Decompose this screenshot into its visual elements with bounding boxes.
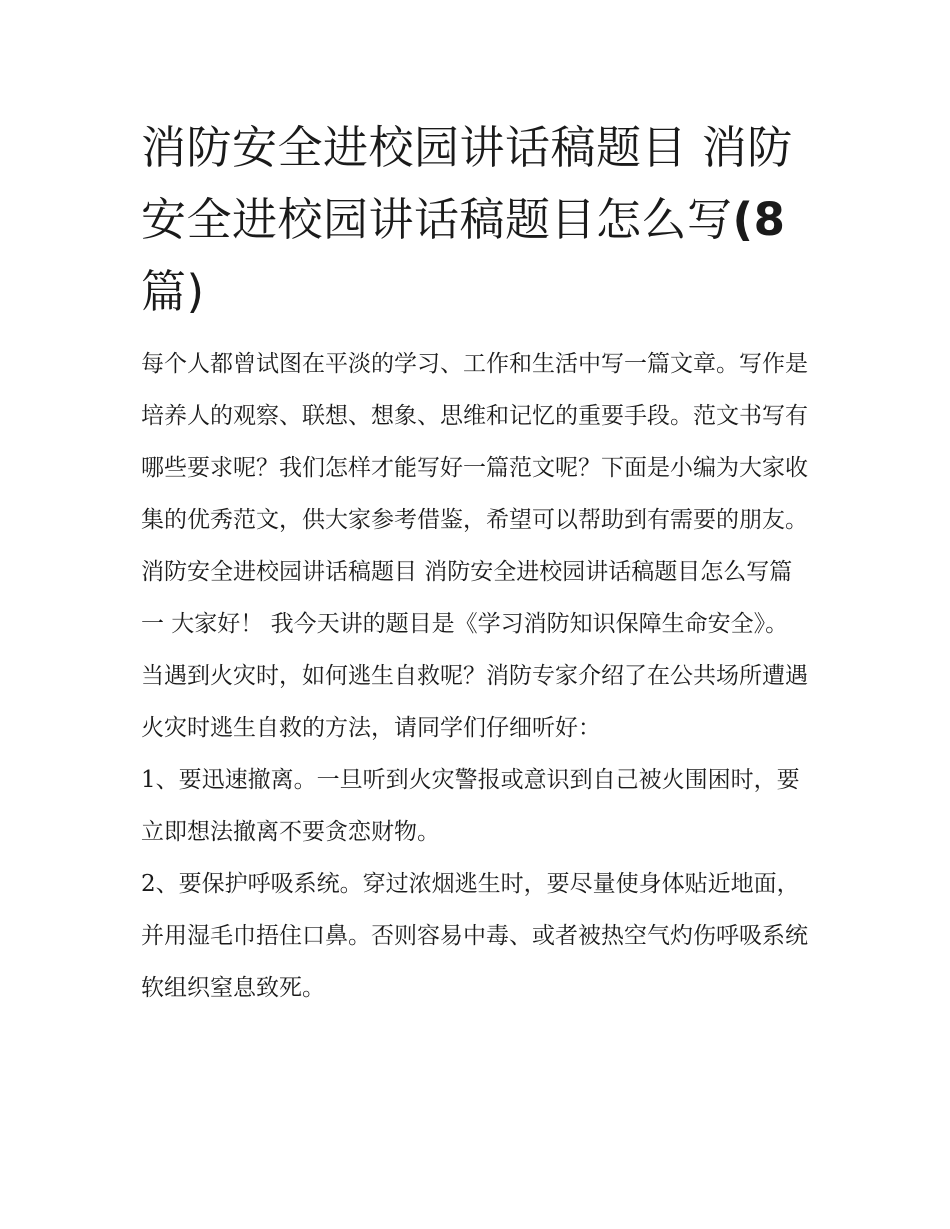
title-count-suffix: 篇) [141,265,205,318]
speech-opening-paragraph: 消防安全进校园讲话稿题目 消防安全进校园讲话稿题目怎么写篇一 大家好！ 我今天讲的题目是《学习消防知识保障生命安全》。 [141,559,793,637]
fire-escape-intro-paragraph: 当遇到火灾时，如何逃生自救呢？消防专家介绍了在公共场所遭遇火灾时逃生自救的方法，请同学们仔细听好： [141,663,808,741]
list-item-1: 1、要迅速撤离。一旦听到火灾警报或意识到自己被火围困时，要立即想法撤离不要贪恋财物。 [141,767,800,845]
intro-paragraph: 每个人都曾试图在平淡的学习、工作和生活中写一篇文章。写作是培养人的观察、联想、想象、思维和记忆的重要手段。范文书写有哪些要求呢？我们怎样才能写好一篇范文呢？下面是小编为大家收集的优秀范文，供大家参考借鉴，希望可以帮助到有需要的朋友。 [141,351,808,533]
title-text: 消防安全进校园讲话稿题目 消防安全进校园讲话稿题目怎么写 [141,121,793,246]
list-item-2: 2、要保护呼吸系统。穿过浓烟逃生时，要尽量使身体贴近地面，并用湿毛巾捂住口鼻。否则容易中毒、或者被热空气灼伤呼吸系统软组织窒息致死。 [141,871,808,1001]
document-title [141,112,813,328]
document-page [141,112,813,1014]
title-count: (8 [732,193,786,246]
document-body [141,338,813,1014]
